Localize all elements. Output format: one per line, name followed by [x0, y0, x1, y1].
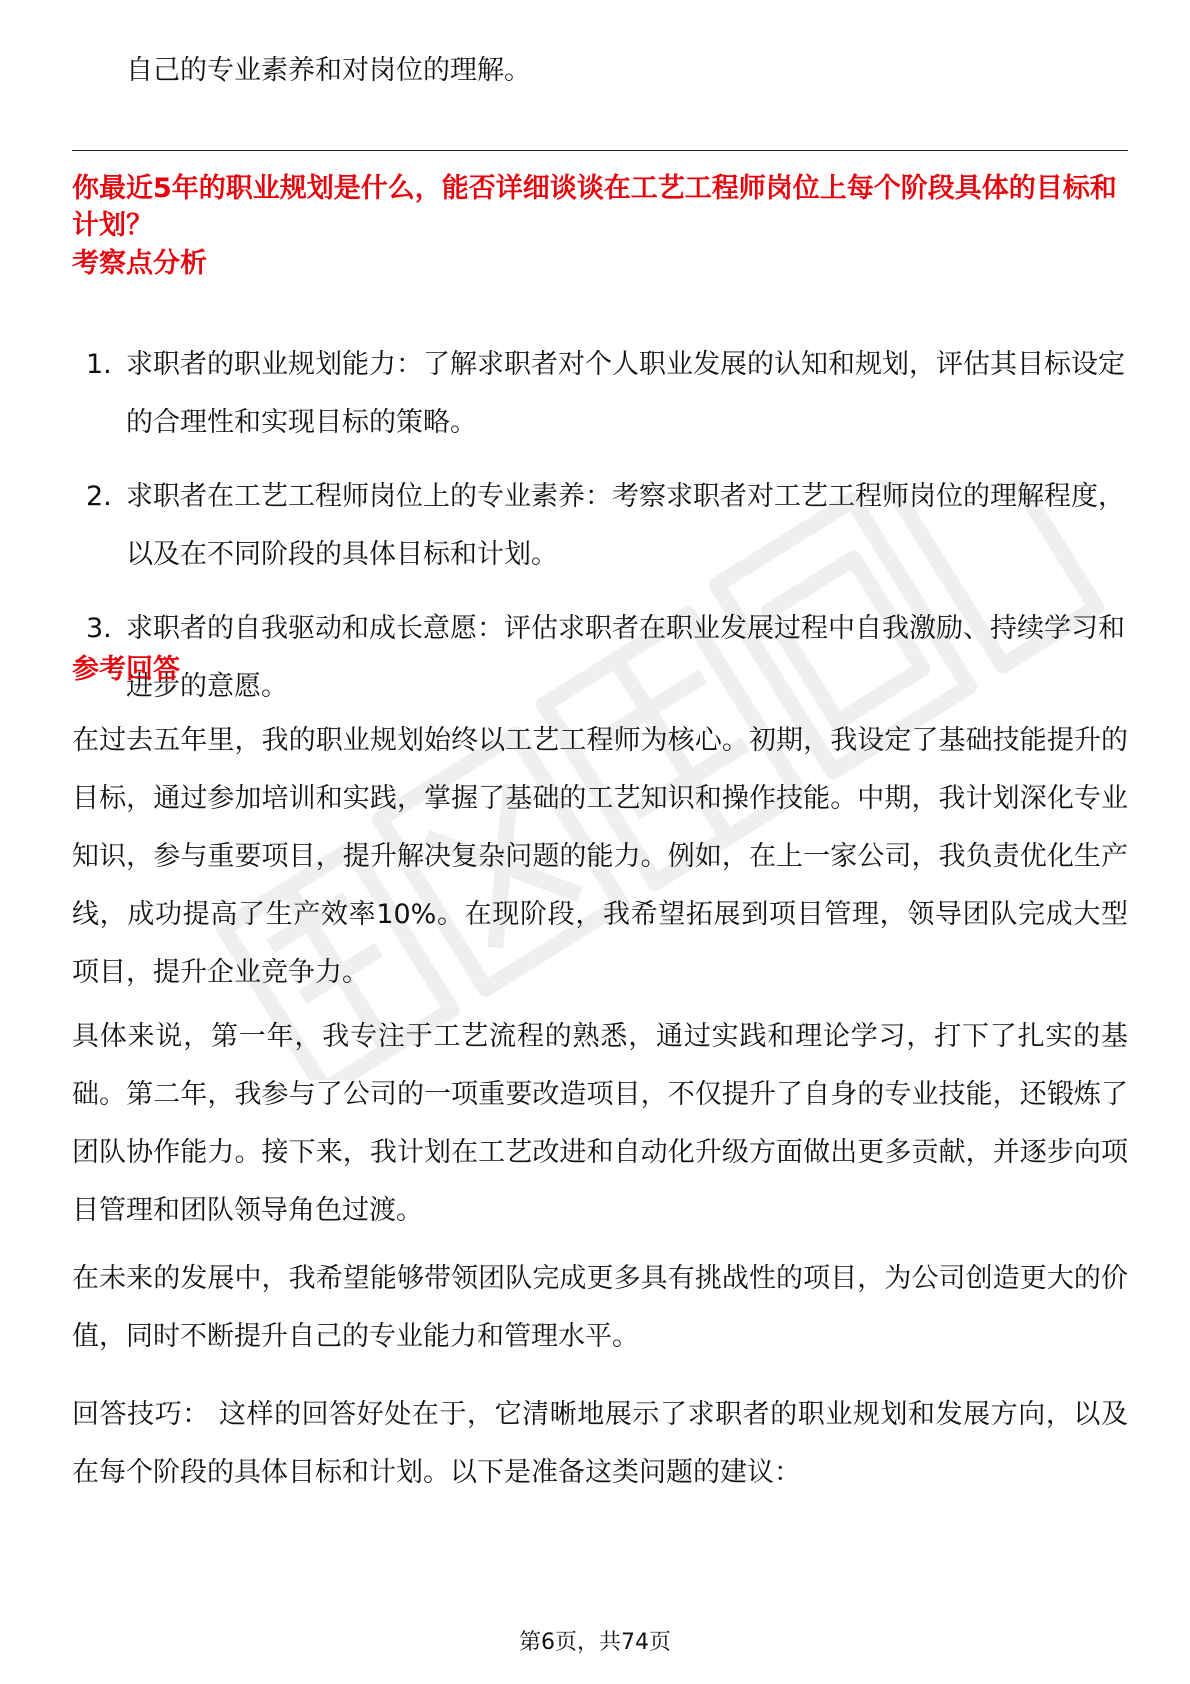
list-text: 求职者在工艺工程师岗位上的专业素养：考察求职者对工艺工程师岗位的理解程度，以及在不同阶段的具体目标和计划。 [126, 481, 1125, 570]
answer-paragraph: 在未来的发展中，我希望能够带领团队完成更多具有挑战性的项目，为公司创造更大的价值，同时不断提升自己的专业能力和管理水平。 [72, 1263, 1128, 1352]
answer-paragraph: 在过去五年里，我的职业规划始终以工艺工程师为核心。初期，我设定了基础技能提升的目标，通过参加培训和实践，掌握了基础的工艺知识和操作技能。中期，我计划深化专业知识，参与重要项目，提升解决复杂问题的能力。例如，在上一家公司，我负责优化生产线，成功提高了生产效率10%。在现阶段，我希望拓展到项目管理，领导团队完成大型项目，提升企业竞争力。 [72, 725, 1128, 988]
list-text: 求职者的职业规划能力：了解求职者对个人职业发展的认知和规划，评估其目标设定的合理性和实现目标的策略。 [126, 349, 1125, 438]
list-number: 3. [86, 613, 112, 644]
answer-heading: 参考回答 [72, 654, 180, 685]
carry-over-text: 自己的专业素养和对岗位的理解。 [126, 55, 531, 86]
analysis-points [72, 336, 1128, 732]
list-item [72, 336, 1128, 452]
list-number: 2. [86, 481, 112, 512]
answer-tips: 回答技巧： 这样的回答好处在于，它清晰地展示了求职者的职业规划和发展方向，以及在每个阶段的具体目标和计划。以下是准备这类问题的建议： [72, 1399, 1128, 1488]
page-number: 第6页，共74页 [519, 1630, 671, 1655]
list-text: 求职者的自我驱动和成长意愿：评估求职者在职业发展过程中自我激励、持续学习和进步的意愿。 [126, 613, 1125, 702]
list-number: 1. [86, 349, 112, 380]
question-title: 你最近5年的职业规划是什么，能否详细谈谈在工艺工程师岗位上每个阶段具体的目标和计划？ [72, 173, 1117, 241]
list-item [72, 468, 1128, 584]
answer-paragraph: 具体来说，第一年，我专注于工艺流程的熟悉，通过实践和理论学习，打下了扎实的基础。第二年，我参与了公司的一项重要改造项目，不仅提升了自身的专业技能，还锻炼了团队协作能力。接下来，我计划在工艺改进和自动化升级方面做出更多贡献，并逐步向项目管理和团队领导角色过渡。 [72, 1021, 1128, 1226]
analysis-heading: 考察点分析 [72, 248, 207, 279]
section-divider [72, 150, 1128, 151]
list-item [72, 600, 1128, 716]
